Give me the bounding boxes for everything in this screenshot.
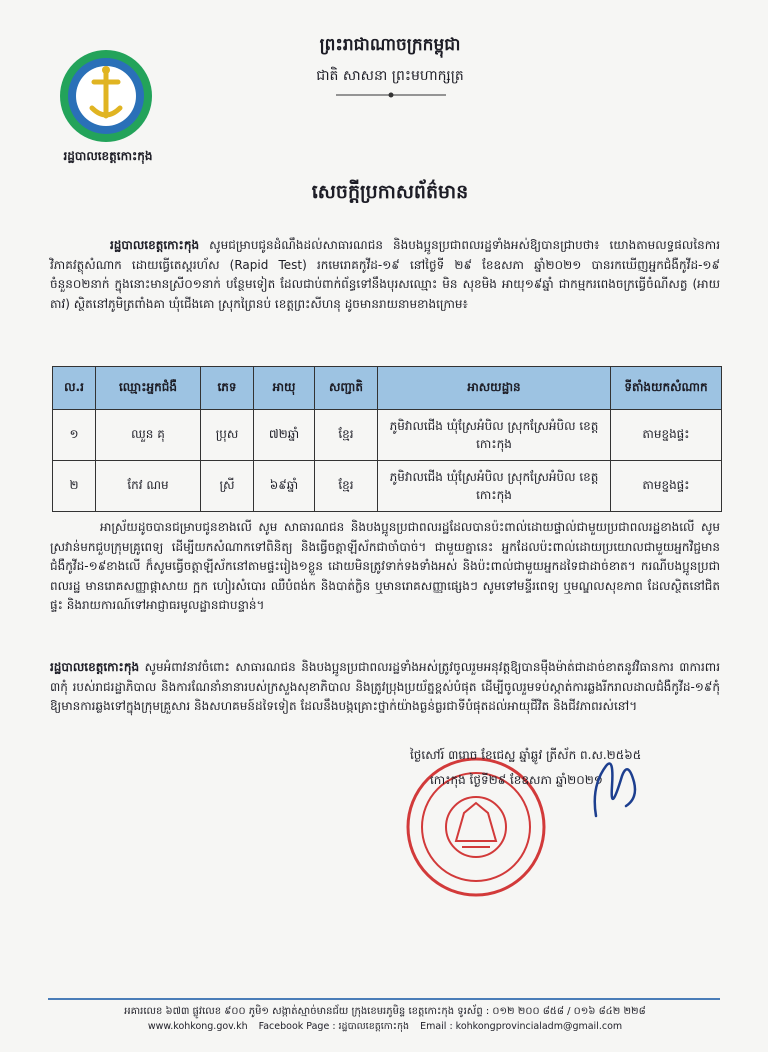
cell-name: ឈួន គុ: [96, 410, 201, 461]
paragraph-appeal-lead: រដ្ឋបាលខេត្តកោះកុង: [50, 660, 140, 674]
col-sample-location: ទីតាំងយកសំណាក: [611, 367, 722, 410]
cell-sample-location: តាមខ្នងផ្ទះ: [611, 410, 722, 461]
paragraph-advice: អាស្រ័យដូចបានជម្រាបជូនខាងលើ សូម សាធារណជន និងបងប្អូនប្រជាពលរដ្ឋដែលបានប៉ះពាល់ដោយផ្ទាល់ជាមួយប្រជាពលរដ្ឋខាងលើ សូមស្រវាន់មកជួបក្រុមគ្រូពេទ្យ ដើម្បីយកសំណាកទៅពិនិត្យ និងធ្វើចត្តាឡីស័កជាចាំបាច់។ ជាមួយគ្នានេះ អ្នកដែលប៉ះពាល់ដោយប្រយោលជាមួយអ្នកវិជ្ជមានជំងឺកូវីដ-១៩ខាងលើ ក៏សូមធ្វើចត្តាឡីស័កនៅតាមផ្ទះរៀង១ខ្លួន ដោយមិនត្រូវទាក់ទងទាំងអស់ និងប៉ះពាល់ជាមួយអ្នកដទៃជាដាច់ខាត។ ករណីបងប្អូនប្រជាពលរដ្ឋ មានរោគសញ្ញាផ្តាសាយ ក្អក ហៀរសំបោរ ឈឺបំពង់ក និងបាត់ក្លិន ឬមានរោគសញ្ញាផ្សេងៗ សូមទៅមន្ទីរពេទ្យ ឬមណ្ឌលសុខភាព ដែលស្ថិតនៅជិតផ្ទះ និងរាយការណ៍ទៅអាជ្ញាធរមូលដ្ឋានជាបន្ទាន់។: [50, 520, 720, 612]
cell-name: កែវ ណម: [96, 461, 201, 512]
cell-number: ១: [53, 410, 96, 461]
cell-age: ៧២ឆ្នាំ: [254, 410, 315, 461]
province-logo-icon: [58, 48, 154, 144]
solar-date: កោះកុង ថ្ងៃទី២៩ ខែឧសភា ឆ្នាំ២០២១: [430, 773, 603, 787]
col-sex: ភេទ: [201, 367, 254, 410]
cell-address: ភូមិវាលជើង ឃុំស្រែអំបិល ស្រុកស្រែអំបិល ខេត្តកោះកុង: [378, 410, 611, 461]
cell-sample-location: តាមខ្នងផ្ទះ: [611, 461, 722, 512]
paragraph-intro-lead: រដ្ឋបាលខេត្តកោះកុង: [110, 238, 200, 252]
col-nationality: សញ្ជាតិ: [315, 367, 378, 410]
national-motto: ជាតិ សាសនា ព្រះមហាក្សត្រ: [316, 68, 464, 84]
document-title: សេចក្ដីប្រកាសព័ត៌មាន: [311, 181, 469, 203]
col-address: អាសយដ្ឋាន: [378, 367, 611, 410]
cell-nationality: ខ្មែរ: [315, 410, 378, 461]
cell-address: ភូមិវាលជើង ឃុំស្រែអំបិល ស្រុកស្រែអំបិល ខេត្តកោះកុង: [378, 461, 611, 512]
cell-sex: ស្រី: [201, 461, 254, 512]
paragraph-appeal-text: សូមអំពាវនាវចំពោះ សាធារណជន និងបងប្អូនប្រជាពលរដ្ឋទាំងអស់ត្រូវចូលរួមអនុវត្តឱ្យបានម៉ឺងម៉ាត់ជាដាច់ខាតនូវវិធានការ ៣ការពារ ៣កុំ របស់រាជរដ្ឋាភិបាល និងការណែនាំនានារបស់ក្រសួងសុខាភិបាល និងត្រូវប្រុងប្រយ័ត្នខ្ពស់បំផុត ដើម្បីចូលរួមទប់ស្កាត់ការឆ្លងរីករាលដាលជំងឺកូវីដ-១៩កុំឱ្យមានការឆ្លងទៅក្នុងក្រុមគ្រួសារ និងសហគមន៍ដទៃទៀត ដែលនឹងបង្កគ្រោះថ្នាក់យ៉ាងធ្ងន់ធ្ងរជាទីបំផុតដល់អាយុជីវិត និងជីវភាពរស់នៅ។: [50, 660, 720, 713]
lunar-date: ថ្ងៃសៅរ៍ ៣រោច ខែជេស្ឋ ឆ្នាំឆ្លូវ ត្រីស័ក ព.ស.២៥៦៥: [410, 748, 642, 762]
footer-website-link[interactable]: www.kohkong.gov.kh: [147, 1021, 248, 1032]
footer-facebook-link[interactable]: Facebook Page : រដ្ឋបាលខេត្តកោះកុង: [258, 1021, 410, 1032]
cell-nationality: ខ្មែរ: [315, 461, 378, 512]
col-number: ល.រ: [53, 367, 96, 410]
footer-email-link[interactable]: Email : kohkongprovincialadm@gmail.com: [420, 1021, 623, 1032]
table-row: [53, 410, 722, 461]
org-name: រដ្ឋបាលខេត្តកោះកុង: [63, 149, 153, 163]
ornament-divider-icon: [336, 92, 446, 98]
cell-age: ៦៩ឆ្នាំ: [254, 461, 315, 512]
footer-contacts: [50, 1020, 720, 1034]
signature-icon: [586, 746, 646, 826]
footer-divider: [48, 998, 720, 1000]
patient-table: [52, 366, 722, 512]
footer-address: អគារលេខ ៦៧៣ ផ្លូវលេខ ៩០០ ភូមិ១ សង្កាត់ស្មាច់មានជ័យ ក្រុងខេមរភូមិន្ទ ខេត្តកោះកុង ទូរស័ព្ទ : ០១២ ២០០ ៨៥៨ / ០១៦ ៨៤២ ២២៨: [124, 1006, 646, 1017]
cell-sex: ប្រុស: [201, 410, 254, 461]
table-header-row: [53, 367, 722, 410]
paragraph-appeal: [50, 658, 720, 717]
kingdom-heading: ព្រះរាជាណាចក្រកម្ពុជា: [319, 35, 461, 55]
paragraph-intro-text: សូមជម្រាបជូនដំណឹងដល់សាធារណជន និងបងប្អូនប្រជាពលរដ្ឋទាំងអស់ឱ្យបានជ្រាបថា៖ យោងតាមលទ្ធផលនៃការវិភាគវត្ថុសំណាក ដោយធ្វើតេស្តរហ័ស (Rapid Test) រកមេរោគកូវីដ-១៩ នៅថ្ងៃទី ២៩ ខែឧសភា ឆ្នាំ២០២១ បានរកឃើញអ្នកជំងឺកូវីដ-១៩ ចំនួន០២នាក់ ក្នុងនោះមានស្រី០១នាក់ បន្ថែមទៀត ដែលជាប់ពាក់ព័ន្ធទៅនឹងបុរសឈ្មោះ មិន សុខមិង អាយុ១៩ឆ្នាំ ជាកម្មករពេងចក្រធ្វើចំណីសត្វ (អាយ តាវ) ស្ថិតនៅភូមិត្រពាំងគា ឃុំជើងគោ ស្រុកព្រៃនប់ ខេត្តព្រះសីហនុ ដូចមានរាយនាមខាងក្រោម៖: [50, 238, 720, 311]
paragraph-intro: [50, 236, 720, 314]
cell-number: ២: [53, 461, 96, 512]
col-age: អាយុ: [254, 367, 315, 410]
col-name: ឈ្មោះអ្នកជំងឺ: [96, 367, 201, 410]
table-row: [53, 461, 722, 512]
